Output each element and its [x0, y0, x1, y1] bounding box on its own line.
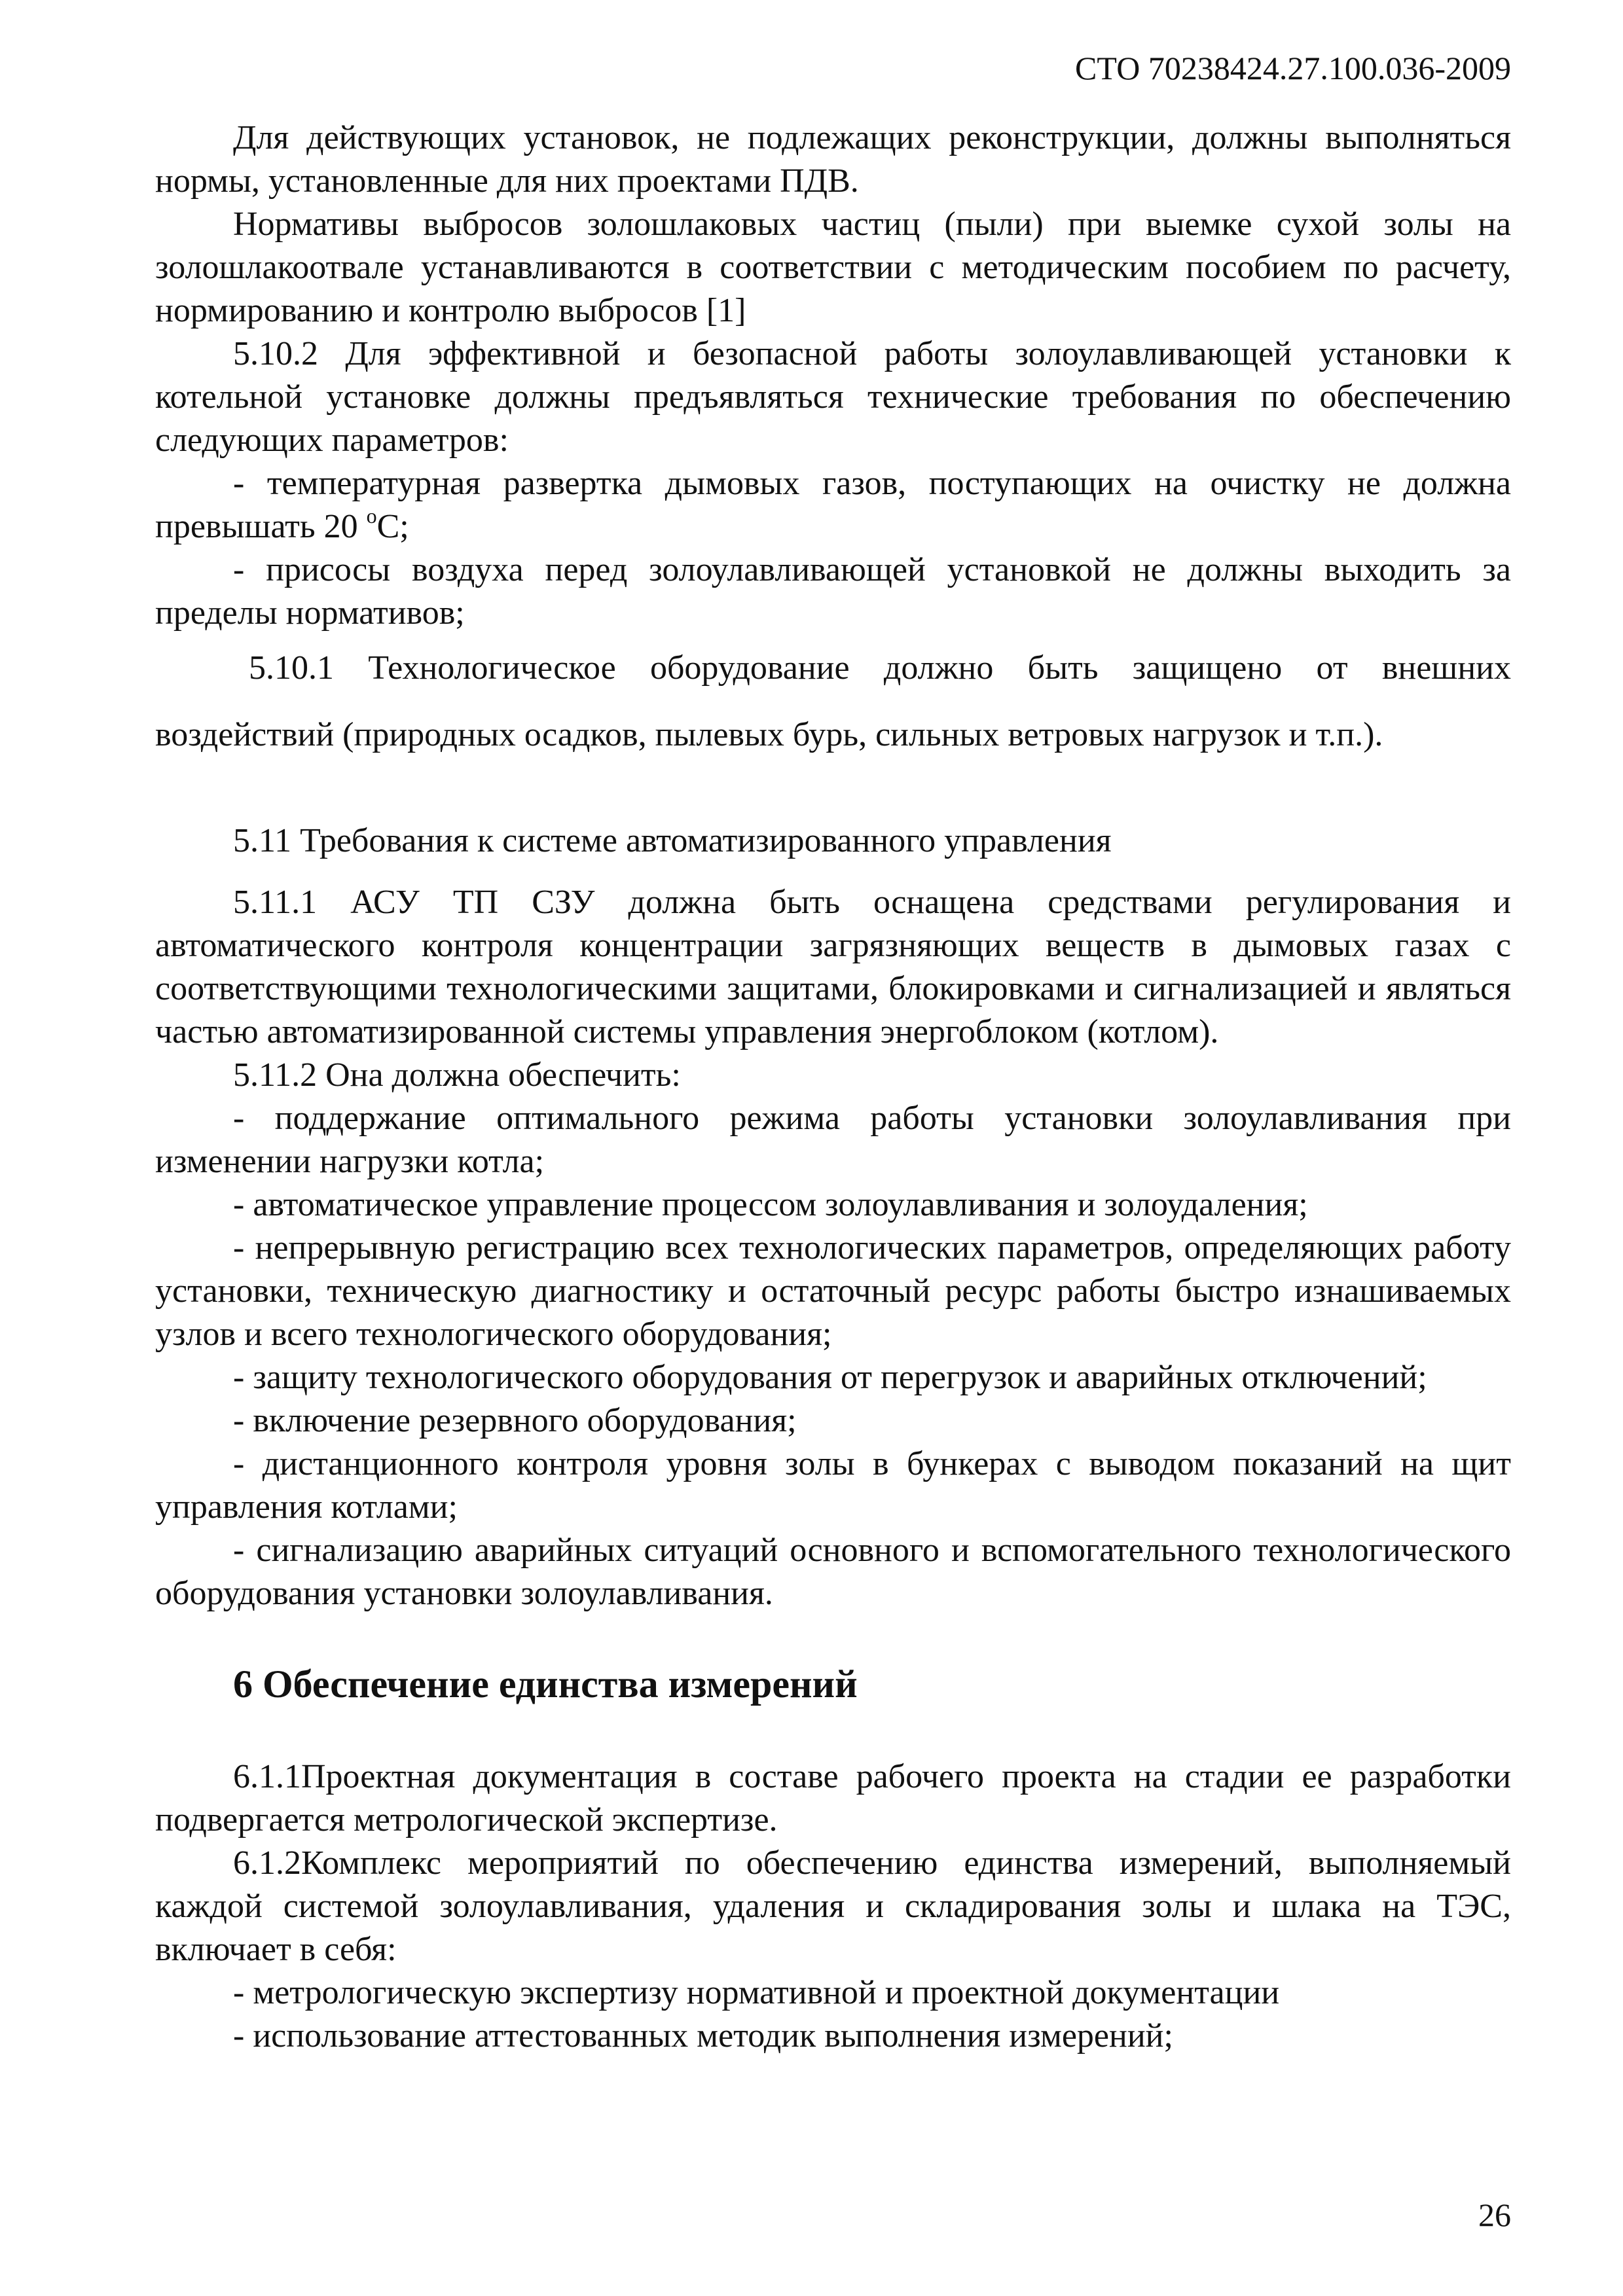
- list-item: - поддержание оптимального режима работы установки золоулавливания при изменении нагрузки котла;: [155, 1100, 1511, 1180]
- list-item: - использование аттестованных методик выполнения измерений;: [233, 2017, 1173, 2054]
- list-item: - автоматическое управление процессом золоулавливания и золоудаления;: [233, 1186, 1308, 1223]
- list-item: - защиту технологического оборудования от перегрузок и аварийных отключений;: [233, 1359, 1427, 1396]
- list-item: - включение резервного оборудования;: [233, 1402, 797, 1439]
- section-heading-6: 6 Обеспечение единства измерений: [233, 1662, 858, 1706]
- document-code: СТО 70238424.27.100.036-2009: [1075, 50, 1511, 86]
- paragraph-5-10-2: 5.10.2 Для эффективной и безопасной работы золоулавливающей установки к котельной установке должны предъявляться технические требования по обеспечению следующих параметров:: [155, 335, 1511, 459]
- list-item: - присосы воздуха перед золоулавливающей установкой не должны выходить за пределы нормативов;: [155, 551, 1511, 632]
- degree-sign: о: [366, 503, 377, 528]
- list-item: - метрологическую экспертизу нормативной и проектной документации: [233, 1974, 1280, 2011]
- page-number: 26: [1478, 2197, 1511, 2233]
- list-item: - непрерывную регистрацию всех технологических параметров, определяющих работу установки, техническую диагностику и остаточный ресурс работы быстро изнашиваемых узлов и всего технологического оборудования;: [155, 1229, 1511, 1353]
- paragraph-5-11-1: 5.11.1 АСУ ТП СЗУ должна быть оснащена средствами регулирования и автоматического контроля концентрации загрязняющих веществ в дымовых газах с соответствующими технологическими защитами, блокировками и сигнализацией и являться частью автоматизированной системы управления энергоблоком (котлом).: [155, 884, 1511, 1050]
- section-title-5-11: 5.11 Требования к системе автоматизированного управления: [233, 822, 1112, 859]
- list-item-text: - температурная развертка дымовых газов, поступающих на очистку не должна превышать 20: [155, 465, 1511, 545]
- list-item: [155, 462, 1511, 548]
- page-body: [155, 117, 1511, 2058]
- paragraph: Нормативы выбросов золошлаковых частиц (пыли) при выемке сухой золы на золошлакоотвале устанавливаются в соответствии с методическим пособием по расчету, нормированию и контролю выбросов [1]: [155, 206, 1511, 329]
- paragraph-5-10-1: 5.10.1 Технологическое оборудование должно быть защищено от внешних воздействий (природных осадков, пылевых бурь, сильных ветровых нагрузок и т.п.).: [155, 649, 1511, 753]
- paragraph-6-1-1: 6.1.1Проектная документация в составе рабочего проекта на стадии ее разработки подвергается метрологической экспертизе.: [155, 1758, 1511, 1839]
- paragraph: Для действующих установок, не подлежащих реконструкции, должны выполняться нормы, установленные для них проектами ПДВ.: [155, 119, 1511, 200]
- list-item-text: С;: [376, 508, 409, 545]
- list-item: - сигнализацию аварийных ситуаций основного и вспомогательного технологического оборудования установки золоулавливания.: [155, 1532, 1511, 1612]
- paragraph-5-11-2: 5.11.2 Она должна обеспечить:: [233, 1056, 681, 1094]
- list-item: - дистанционного контроля уровня золы в бункерах с выводом показаний на щит управления котлами;: [155, 1445, 1511, 1526]
- paragraph-6-1-2: 6.1.2Комплекс мероприятий по обеспечению единства измерений, выполняемый каждой системой золоулавливания, удаления и складирования золы и шлака на ТЭС, включает в себя:: [155, 1844, 1511, 1968]
